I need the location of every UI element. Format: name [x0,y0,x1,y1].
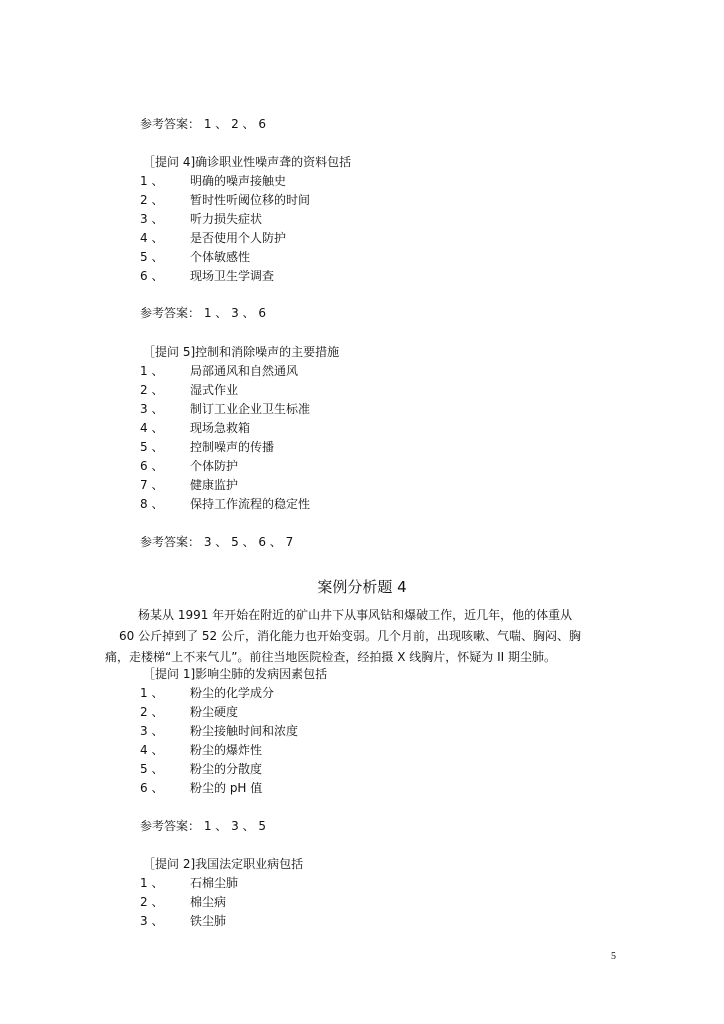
question-1: ［提问 1]影响尘肺的发病因素包括 [143,667,328,681]
question-4: ［提问 4]确诊职业性噪声聋的资料包括 [143,155,352,169]
option-text: 粉尘的爆炸性 [190,743,263,757]
option-number: 7 、 [140,478,164,492]
option-text: 粉尘硬度 [190,705,239,719]
option-number: 2 、 [140,193,164,207]
option-text: 粉尘接触时间和浓度 [190,724,299,738]
option-number: 5 、 [140,440,164,454]
option-text: 暂时性听阈位移的时间 [190,193,311,207]
option-text: 湿式作业 [190,383,239,397]
answer-line: 参考答案： 1 、 2 、 6 [140,117,266,131]
option-text: 明确的噪声接触史 [190,174,287,188]
option-text: 现场急救箱 [190,421,251,435]
option-text: 个体防护 [190,459,239,473]
question-5: ［提问 5]控制和消除噪声的主要措施 [143,345,340,359]
option-number: 6 、 [140,459,164,473]
option-number: 1 、 [140,174,164,188]
option-text: 石棉尘肺 [190,876,239,890]
option-number: 2 、 [140,705,164,719]
option-number: 5 、 [140,762,164,776]
option-text: 听力损失症状 [190,212,263,226]
option-text: 制订工业企业卫生标准 [190,402,311,416]
case-paragraph-line: 痛，走楼梯“上不来气儿”。前往当地医院检查，经拍摄 X 线胸片，怀疑为 II 期尘肺。 [105,650,556,664]
option-number: 4 、 [140,743,164,757]
option-text: 铁尘肺 [190,914,227,928]
answer-line: 参考答案： 1 、 3 、 6 [140,306,266,320]
option-number: 3 、 [140,212,164,226]
option-number: 1 、 [140,876,164,890]
option-number: 8 、 [140,497,164,511]
option-number: 3 、 [140,724,164,738]
option-text: 保持工作流程的稳定性 [190,497,311,511]
option-number: 2 、 [140,895,164,909]
option-text: 健康监护 [190,478,239,492]
option-text: 局部通风和自然通风 [190,364,299,378]
option-number: 3 、 [140,402,164,416]
page-number: 5 [611,951,616,962]
option-number: 6 、 [140,269,164,283]
case-paragraph-line: 60 公斤掉到了 52 公斤，消化能力也开始变弱。几个月前，出现咳嗽、气喘、胸闷、胸 [119,629,581,643]
option-text: 粉尘的化学成分 [190,686,275,700]
option-number: 4 、 [140,421,164,435]
answer-line: 参考答案： 3 、 5 、 6 、 7 [140,535,294,549]
option-text: 是否使用个人防护 [190,231,287,245]
option-number: 2 、 [140,383,164,397]
option-text: 现场卫生学调查 [190,269,275,283]
option-number: 6 、 [140,781,164,795]
case-paragraph-line: 杨某从 1991 年开始在附近的矿山井下从事风钻和爆破工作，近几年，他的体重从 [138,608,573,622]
option-text: 粉尘的分散度 [190,762,263,776]
answer-line: 参考答案： 1 、 3 、 5 [140,819,266,833]
option-text: 控制噪声的传播 [190,440,275,454]
option-number: 3 、 [140,914,164,928]
section-title: 案例分析题 4 [317,578,407,596]
option-text: 棉尘病 [190,895,227,909]
option-number: 5 、 [140,250,164,264]
option-number: 1 、 [140,364,164,378]
option-number: 1 、 [140,686,164,700]
option-text: 粉尘的 pH 值 [190,781,263,795]
option-number: 4 、 [140,231,164,245]
question-2: ［提问 2]我国法定职业病包括 [143,857,304,871]
option-text: 个体敏感性 [190,250,251,264]
